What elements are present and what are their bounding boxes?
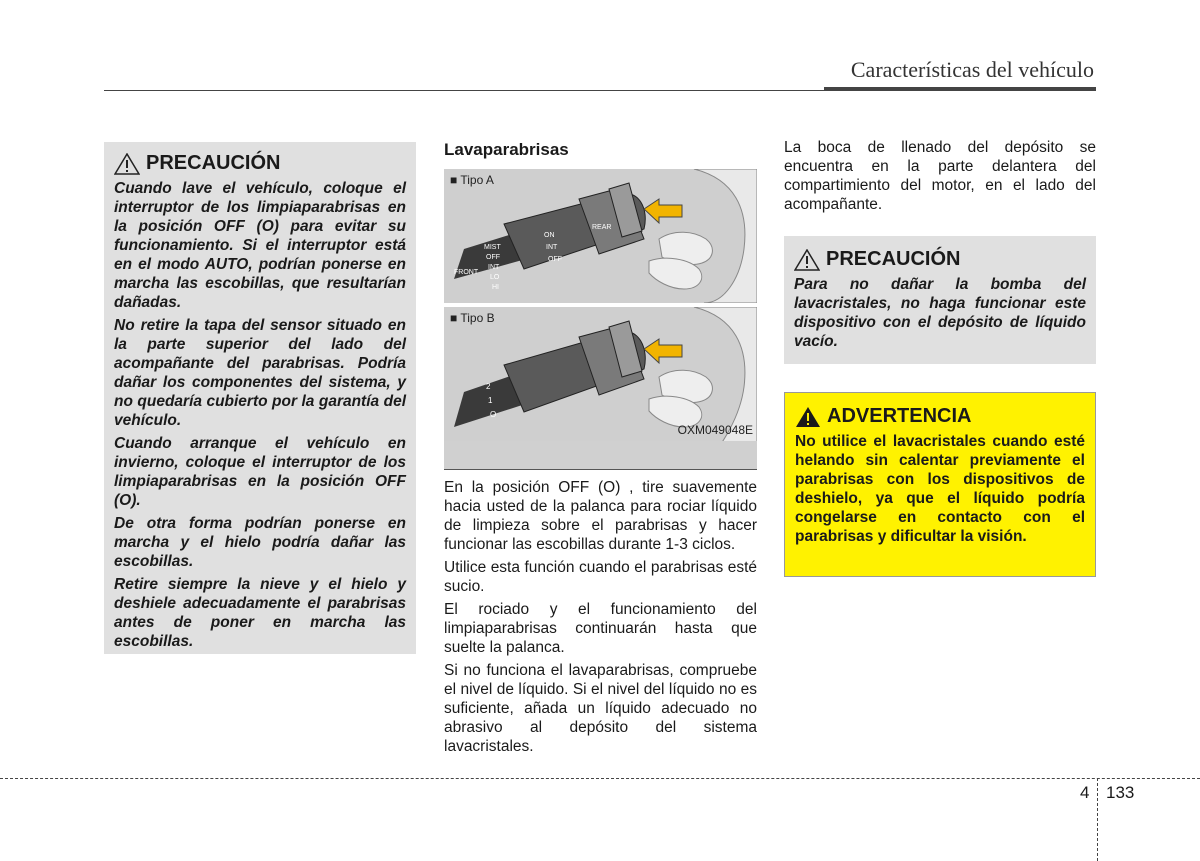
wiper-stalk-b-illustration	[444, 307, 757, 441]
wiper-stalk-a-illustration	[444, 169, 757, 303]
caution-title-row	[114, 152, 406, 175]
caution-title: PRECAUCIÓN	[146, 152, 281, 174]
caution-paragraph: Para no dañar la bomba del lavacristales, no haga funcionar este dispositivo con el depósito de líquido vacío.	[794, 276, 1086, 350]
wiper-stalk-figure	[444, 169, 757, 470]
caution-paragraph: Retire siempre la nieve y el hielo y deshiele adecuadamente el parabrisas antes de poner en marcha las escobillas.	[114, 576, 406, 650]
chapter-number: 4	[1080, 783, 1090, 802]
stalk-a-label-front: FRONT	[454, 269, 479, 276]
section-title: Lavaparabrisas	[444, 140, 569, 159]
body-paragraph: Si no funciona el lavaparabrisas, compruebe el nivel de líquido. Si el nivel del líquido no es suficiente, añada un líquido adecuado no abrasivo al depósito del sistema lavacristales.	[444, 662, 757, 755]
right-column	[784, 138, 1096, 577]
footer-dashed-line	[0, 778, 1200, 779]
reservoir-intro: La boca de llenado del depósito se encuentra en la parte delantera del compartimiento del motor, en el lado del acompañante.	[784, 139, 1096, 213]
caution-box-right	[784, 236, 1096, 364]
warning-title-row	[795, 405, 1085, 428]
stalk-b-label-1: 1	[488, 396, 493, 405]
stalk-a-label-int-rear: INT	[546, 244, 558, 251]
header-rule	[104, 90, 824, 91]
caution-title-row	[794, 248, 1086, 271]
stalk-a-label-lo: LO	[490, 274, 500, 281]
caution-paragraph: Cuando lave el vehículo, coloque el interruptor de los limpiaparabrisas en la posición OFF (O) para evitar su funcionamiento. Si el interruptor está en el modo AUTO, podrían ponerse en marcha las escobillas, que resultarían dañadas.	[114, 180, 406, 311]
caution-paragraph: De otra forma podrían ponerse en marcha y el hielo podría dañar las escobillas.	[114, 515, 406, 570]
stalk-a-label-on: ON	[544, 232, 555, 239]
page-title: Características del vehículo	[850, 57, 1094, 82]
warning-text: No utilice el lavacristales cuando esté helando sin calentar previamente el parabrisas con los dispositivos de deshielo, ya que el líquido podría congelarse en contacto con el parabrisas y dificultar la visión.	[795, 433, 1085, 545]
caution-triangle-icon	[114, 153, 140, 175]
warning-box	[784, 392, 1096, 577]
stalk-a-label-rear: REAR	[592, 224, 612, 231]
caution-paragraph: Cuando arranque el vehículo en invierno, coloque el interruptor de los limpiaparabrisas en la posición OFF (O).	[114, 435, 406, 509]
header-rule-thick	[824, 87, 1096, 91]
caution-paragraph: No retire la tapa del sensor situado en la parte superior del lado del acompañante del parabrisas. Podría dañar los componentes del sistema, y no quedaría cubierto por la garantía del vehículo.	[114, 317, 406, 429]
caution-box-left	[104, 142, 416, 654]
middle-column	[444, 138, 757, 760]
figure-label-tipo-b: ■ Tipo B	[450, 311, 495, 325]
body-paragraph: El rociado y el funcionamiento del limpiaparabrisas continuarán hasta que suelte la palanca.	[444, 601, 757, 656]
figure-label-tipo-a: ■ Tipo A	[450, 173, 494, 187]
stalk-a-label-off: OFF	[486, 254, 500, 261]
footer-dashed-divider	[1097, 778, 1098, 861]
washer-instructions	[444, 478, 757, 756]
figure-code: OXM049048E	[677, 423, 753, 437]
stalk-a-label-hi: HI	[492, 284, 499, 291]
caution-title: PRECAUCIÓN	[826, 248, 961, 270]
figure-panel-tipo-b	[444, 307, 757, 441]
page-number: 133	[1106, 783, 1135, 802]
stalk-a-label-int: INT	[488, 264, 500, 271]
left-column	[104, 142, 416, 654]
stalk-b-label-2: 2	[486, 382, 491, 391]
warning-triangle-icon	[795, 406, 821, 428]
figure-panel-tipo-a	[444, 169, 757, 303]
stalk-b-label-o: O	[490, 410, 497, 419]
warning-title: ADVERTENCIA	[827, 405, 972, 427]
stalk-a-label-off-rear: OFF	[548, 256, 562, 263]
caution-triangle-icon	[794, 249, 820, 271]
body-paragraph: En la posición OFF (O) , tire suavemente hacia usted de la palanca para rociar líquido de limpieza sobre el parabrisas y hacer funcionar las escobillas durante 1-3 ciclos.	[444, 479, 757, 553]
body-paragraph: Utilice esta función cuando el parabrisas esté sucio.	[444, 559, 757, 595]
stalk-a-label-mist: MIST	[484, 244, 501, 251]
